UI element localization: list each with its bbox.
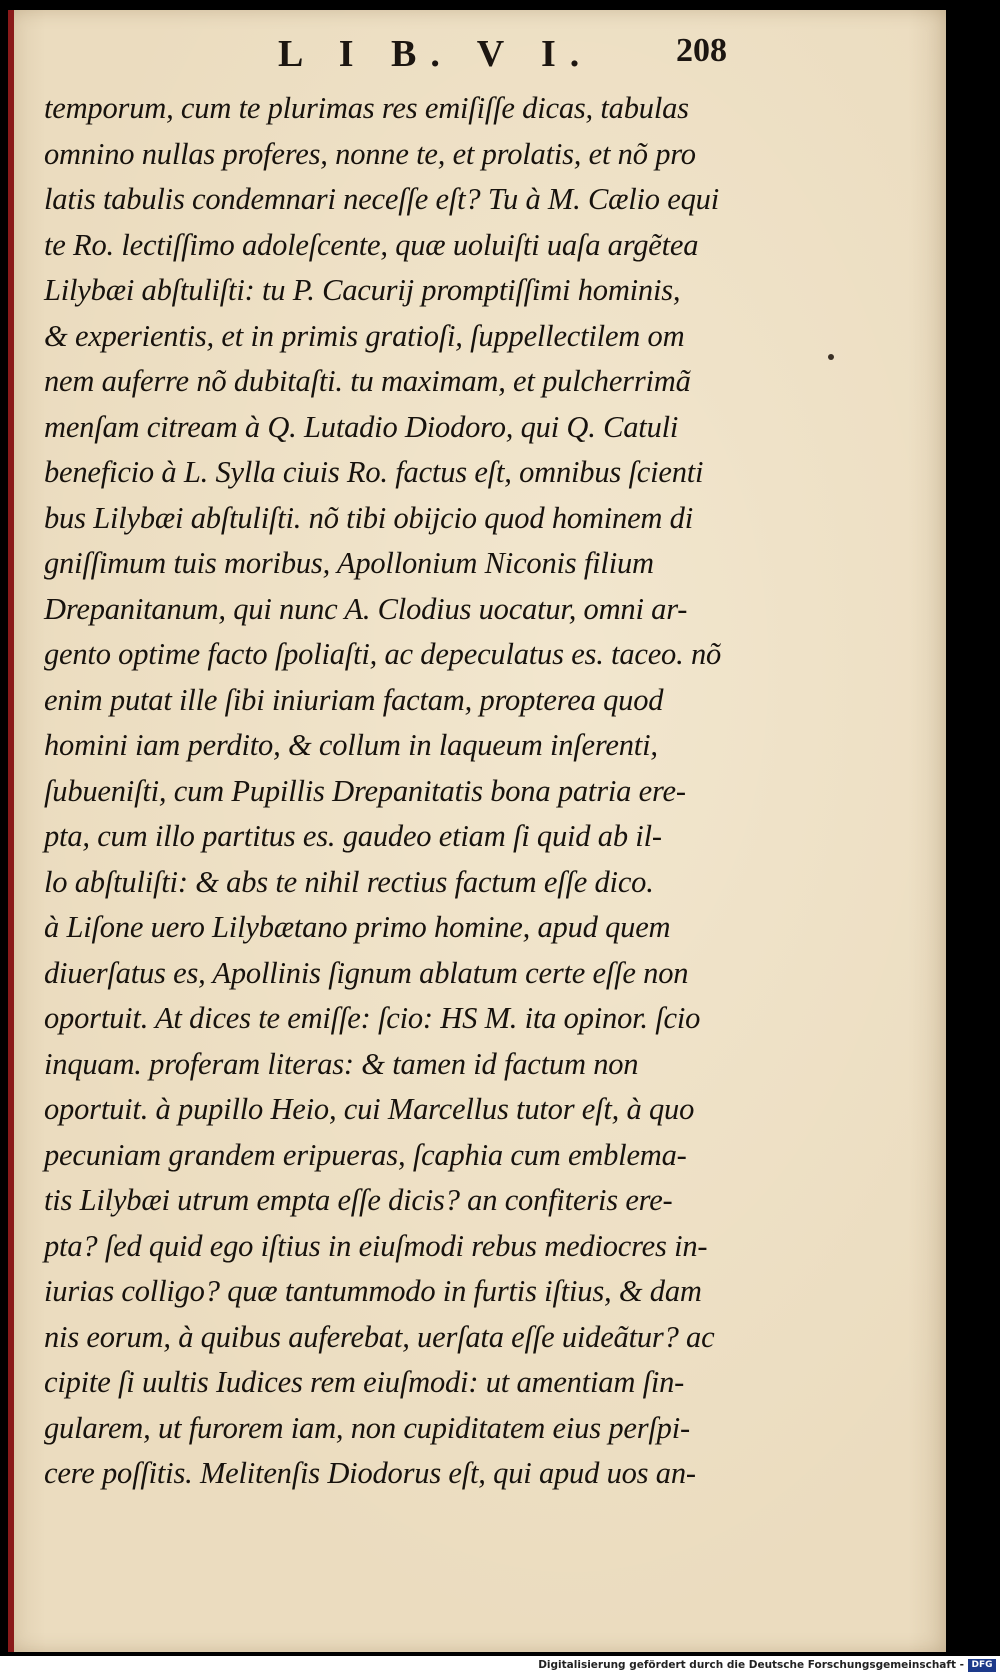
text-line: nem auferre nõ dubitaſti. tu maximam, et pulcherrimã bbox=[44, 364, 691, 398]
text-line: tis Lilybæi utrum empta eſſe dicis? an confiteris ere- bbox=[44, 1183, 673, 1217]
text-line: latis tabulis condemnari neceſſe eſt? Tu à M. Cælio equi bbox=[44, 182, 719, 216]
text-line: omnino nullas proferes, nonne te, et prolatis, et nõ pro bbox=[44, 136, 696, 171]
dfg-logo-icon: DFG bbox=[968, 1659, 996, 1672]
body-text bbox=[44, 86, 784, 1497]
text-line: gularem, ut furorem iam, non cupiditatem eius perſpi- bbox=[44, 1410, 690, 1445]
funding-credit: Digitalisierung gefördert durch die Deutsche Forschungsgemeinschaft - bbox=[538, 1659, 964, 1671]
text-line: menſam citream à Q. Lutadio Diodoro, qui Q. Catuli bbox=[44, 409, 679, 444]
text-line: cipite ſi uultis Iudices rem eiuſmodi: ut amentiam ſin- bbox=[44, 1365, 685, 1399]
text-line: pecuniam grandem eripueras, ſcaphia cum emblema- bbox=[44, 1137, 687, 1172]
page-header bbox=[8, 32, 946, 82]
text-line: pta, cum illo partitus es. gaudeo etiam ſi quid ab il- bbox=[44, 819, 662, 853]
page-spine-edge bbox=[8, 10, 14, 1652]
text-line: pta? ſed quid ego iſtius in eiuſmodi rebus mediocres in- bbox=[44, 1228, 708, 1263]
text-line: bus Lilybæi abſtuliſti. nõ tibi obijcio quod hominem di bbox=[44, 500, 693, 535]
text-line: oportuit. à pupillo Heio, cui Marcellus tutor eſt, à quo bbox=[44, 1092, 695, 1126]
page-number: 208 bbox=[676, 32, 727, 69]
text-line: ſubueniſti, cum Pupillis Drepanitatis bona patria ere- bbox=[44, 773, 686, 808]
footer-bar bbox=[0, 1656, 1000, 1676]
book-page bbox=[8, 10, 946, 1652]
margin-ink-spot bbox=[828, 354, 834, 360]
text-line: oportuit. At dices te emiſſe: ſcio: HS M. ita opinor. ſcio bbox=[44, 1001, 701, 1035]
text-line: & experientis, et in primis gratioſi, ſuppellectilem om bbox=[44, 318, 685, 353]
text-line: homini iam perdito, & collum in laqueum inſerenti, bbox=[44, 728, 658, 762]
text-line: inquam. proferam literas: & tamen id factum non bbox=[44, 1046, 639, 1081]
text-line: Lilybæi abſtuliſti: tu P. Cacurij promptiſſimi hominis, bbox=[44, 273, 681, 307]
text-line: enim putat ille ſibi iniuriam factam, propterea quod bbox=[44, 682, 664, 717]
text-line: diuerſatus es, Apollinis ſignum ablatum certe eſſe non bbox=[44, 955, 689, 990]
text-line: nis eorum, à quibus auferebat, uerſata eſſe uideãtur? ac bbox=[44, 1319, 715, 1354]
text-line: à Liſone uero Lilybætano primo homine, apud quem bbox=[44, 910, 671, 944]
text-line: gniſſimum tuis moribus, Apollonium Niconis filium bbox=[44, 546, 654, 580]
text-line: cere poſſitis. Melitenſis Diodorus eſt, qui apud uos an- bbox=[44, 1456, 696, 1490]
text-line: beneficio à L. Sylla ciuis Ro. factus eſt, omnibus ſcienti bbox=[44, 455, 704, 489]
text-line: temporum, cum te plurimas res emiſiſſe dicas, tabulas bbox=[44, 91, 689, 125]
text-line: lo abſtuliſti: & abs te nihil rectius factum eſſe dico. bbox=[44, 864, 654, 899]
text-line: iurias colligo? quæ tantummodo in furtis iſtius, & dam bbox=[44, 1274, 702, 1308]
text-line: te Ro. lectiſſimo adoleſcente, quæ uoluiſti uaſa argẽtea bbox=[44, 227, 699, 262]
running-head: L I B. V I. bbox=[278, 33, 594, 75]
text-line: gento optime facto ſpoliaſti, ac depeculatus es. taceo. nõ bbox=[44, 637, 722, 671]
text-line: Drepanitanum, qui nunc A. Clodius uocatur, omni ar- bbox=[44, 591, 688, 626]
